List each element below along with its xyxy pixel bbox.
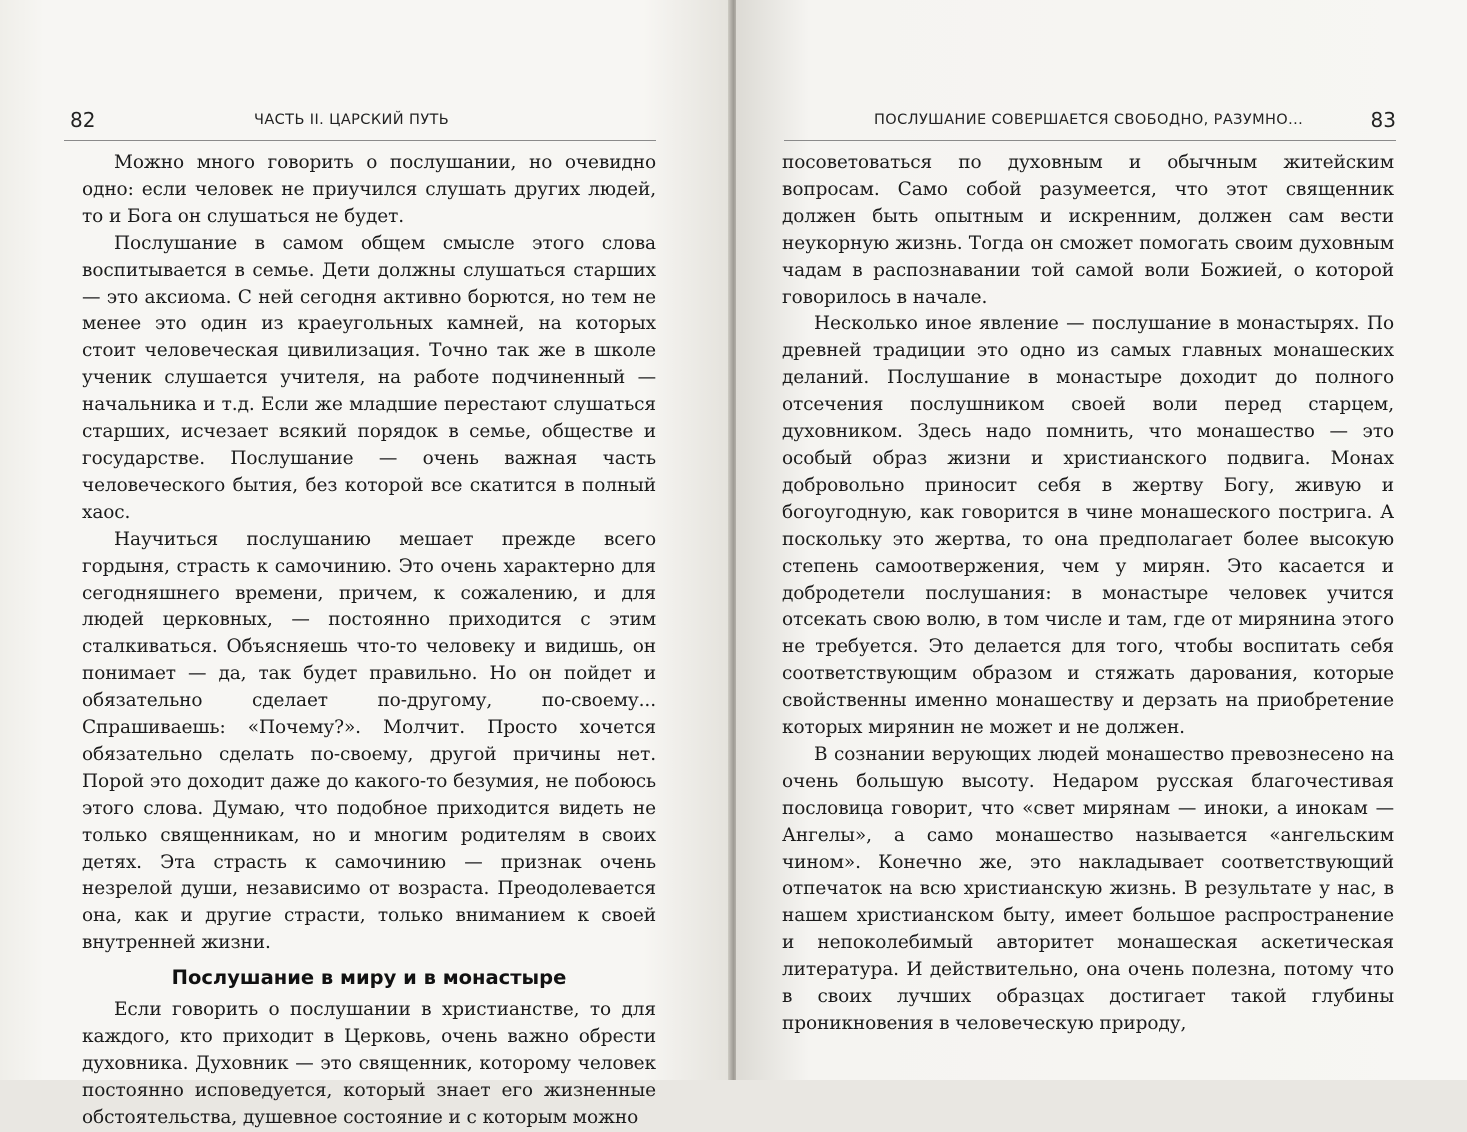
paragraph: Несколько иное явление — послушание в монастырях. По древней традиции это одно из самых главных монашеских деланий. Послушание в монастыре доходит до полного отсечения послушником своей воли перед старцем, духовником. Здесь надо помнить, что монашество — это особый образ жизни и христианского подвига. Монах добровольно приносит себя в жертву Богу, живую и богоугодную, как говорится в чине монашеского пострига. А поскольку это жертва, то она предполагает более высокую степень самоотвержения, чем у мирян. Это касается и добродетели послушания: в монастыре человек учится отсекать свою волю, в том числе и там, где от мирянина этого не требуется. Это делается для того, чтобы воспитать себя соответствующим образом и стяжать дарования, которые свойственны именно монашеству и дерзать на приобретение которых мирянин не может и не должен.	[782, 313, 1394, 739]
right-page	[736, 0, 1467, 1080]
page-number-right: 83	[1370, 108, 1396, 132]
paragraph: Если говорить о послушании в христианстве, то для каждого, кто приходит в Церковь, очень важно обрести духовника. Духовник — это священник, которому человек постоянно исповедуется, который знает его жизненные обстоятельства, душевное состояние и с которым можно	[82, 999, 656, 1128]
running-head-right	[784, 106, 1396, 141]
body-text-right	[782, 150, 1394, 1038]
page-number-left: 82	[70, 108, 96, 132]
paragraph: посоветоваться по духовным и обычным житейским вопросам. Само собой разумеется, что этот священник должен быть опытным и искренним, должен сам вести неукорную жизнь. Тогда он сможет помогать своим духовным чадам в распознавании той самой воли Божией, о которой говорилось в начале.	[782, 152, 1394, 308]
section-heading: Послушание в миру и в монастыре	[171, 966, 567, 990]
paragraph: В сознании верующих людей монашество превознесено на очень большую высоту. Недаром русская благочестивая пословица говорит, что «свет мирянам — иноки, а инокам — Ангелы», а само монашество называется «ангельским чином». Конечно же, это накладывает соответствующий отпечаток на всю христианскую жизнь. В результате у нас, в нашем христианском быту, имеет большое распространение и непоколебимый авторитет монашеская аскетическая литература. И действительно, она очень полезна, потому что в своих лучших образцах достигает такой глубины проникновения в человеческую природу,	[782, 743, 1394, 1034]
left-page	[0, 0, 731, 1128]
paragraph: Научиться послушанию мешает прежде всего гордыня, страсть к самочинию. Это очень характерно для сегодняшнего времени, причем, к сожалению, и для людей церковных, — постоянно приходится с этим сталкиваться. Объясняешь что-то человеку и видишь, он понимает — да, так будет правильно. Но он пойдет и обязательно сделает по-другому, по-своему... Спрашиваешь: «Почему?». Молчит. Просто хочется обязательно сделать по-своему, другой причины нет. Порой это доходит даже до какого-то безумия, не побоюсь этого слова. Думаю, что подобное приходится видеть не только священникам, но и многим родителям в своих детях. Эта страсть к самочинию — признак очень незрелой души, независимо от возраста. Преодолевается она, как и другие страсти, только вниманием к своей внутренней жизни.	[82, 528, 656, 954]
body-text-left	[82, 150, 656, 1132]
running-head-title-right: ПОСЛУШАНИЕ СОВЕРШАЕТСЯ СВОБОДНО, РАЗУМНО...	[874, 112, 1304, 128]
paragraph: Можно много говорить о послушании, но очевидно одно: если человек не приучился слушать других людей, то и Бога он слушаться не будет.	[82, 152, 656, 227]
running-head-title-left: ЧАСТЬ II. ЦАРСКИЙ ПУТЬ	[254, 112, 450, 128]
running-head-left	[64, 106, 656, 141]
paragraph: Послушание в самом общем смысле этого слова воспитывается в семье. Дети должны слушаться старших — это аксиома. С ней сегодня активно борются, но тем не менее это один из краеугольных камней, на которых стоит человеческая цивилизация. Точно так же в школе ученик слушается учителя, на работе подчиненный — начальника и т.д. Если же младшие перестают слушаться старших, исчезает всякий порядок в семье, обществе и государстве. Послушание — очень важная часть человеческого бытия, без которой все скатится в полный хаос.	[82, 232, 656, 523]
